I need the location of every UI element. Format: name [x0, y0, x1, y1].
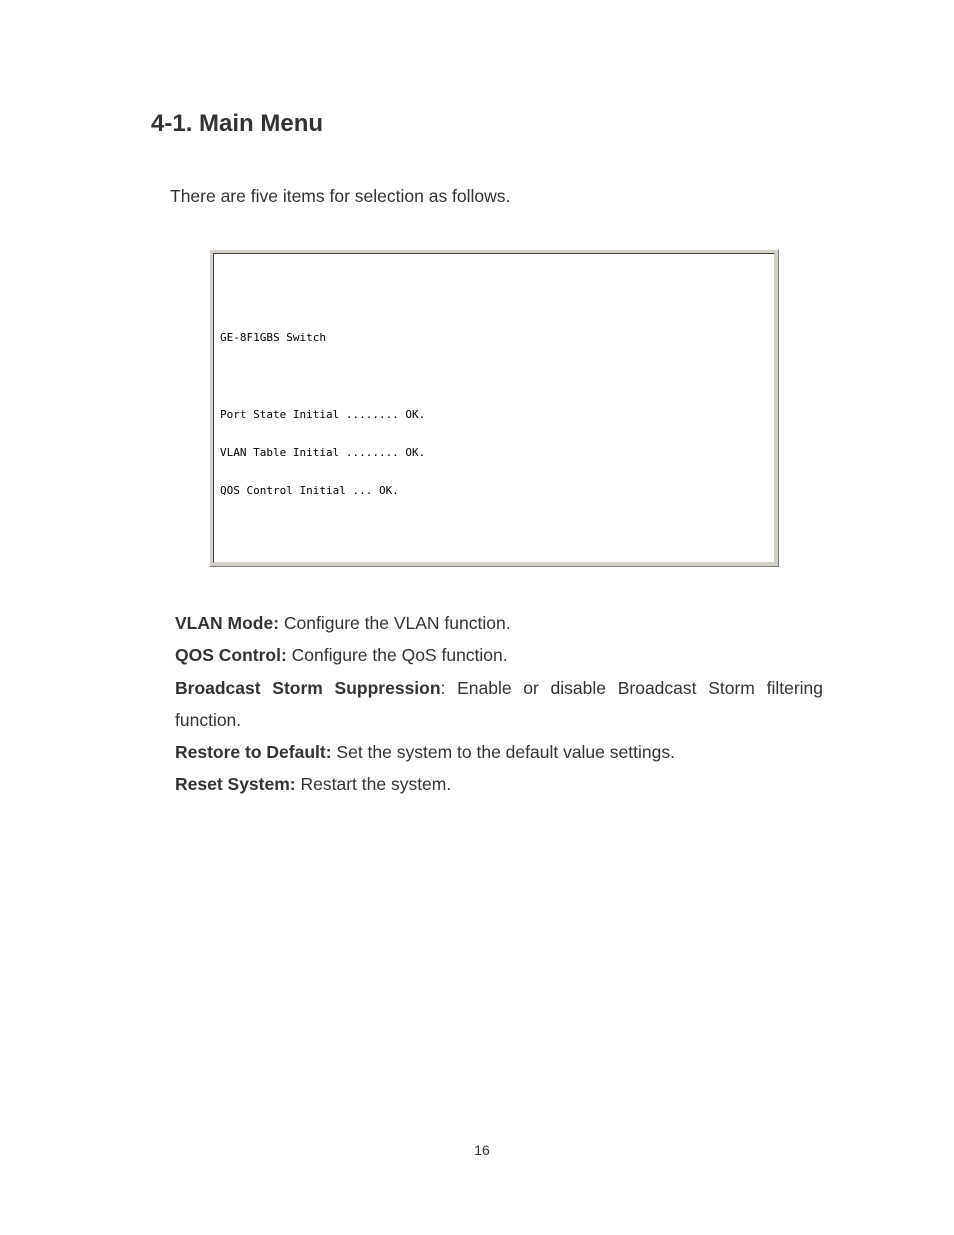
definition-desc: Configure the QoS function.: [286, 645, 508, 666]
terminal-line-vlan-table: VLAN Table Initial ........ OK.: [220, 445, 426, 459]
definition-term: Restore to Default:: [175, 742, 332, 763]
terminal-line-blank: [220, 561, 558, 563]
definition-term: QOS Control:: [175, 645, 287, 666]
definition-desc: Set the system to the default value settings.: [331, 742, 675, 763]
definition-vlan-mode: [175, 607, 823, 639]
definition-term: Reset System:: [175, 774, 296, 795]
section-heading: 4-1. Main Menu: [151, 110, 324, 137]
menu-item-descriptions: [175, 607, 823, 801]
terminal-screenshot: [209, 249, 779, 567]
definition-reset-system: [175, 768, 823, 800]
definition-restore-default: [175, 736, 823, 768]
terminal-output: [220, 307, 558, 563]
terminal-line-blank: [220, 371, 558, 384]
definition-desc: Restart the system.: [295, 774, 452, 795]
terminal-line-port-state: Port State Initial ........ OK.: [220, 407, 426, 421]
terminal-line-blank: [220, 523, 558, 536]
intro-paragraph: There are five items for selection as follows.: [170, 186, 511, 206]
definition-broadcast-storm: [175, 672, 823, 737]
page-number: 16: [474, 1142, 490, 1158]
definition-term: Broadcast Storm Suppression: [175, 677, 441, 698]
definition-qos-control: [175, 639, 823, 671]
definition-term: VLAN Mode:: [175, 613, 280, 633]
terminal-line-device: GE-8F1GBS Switch: [220, 331, 326, 345]
definition-desc: : Enable or disable Broadcast Storm filtering function.: [175, 677, 823, 730]
terminal-line-qos-control: QOS Control Initial ... OK.: [220, 483, 399, 497]
definition-desc: Configure the VLAN function.: [279, 613, 511, 633]
terminal-screen: [213, 253, 775, 563]
